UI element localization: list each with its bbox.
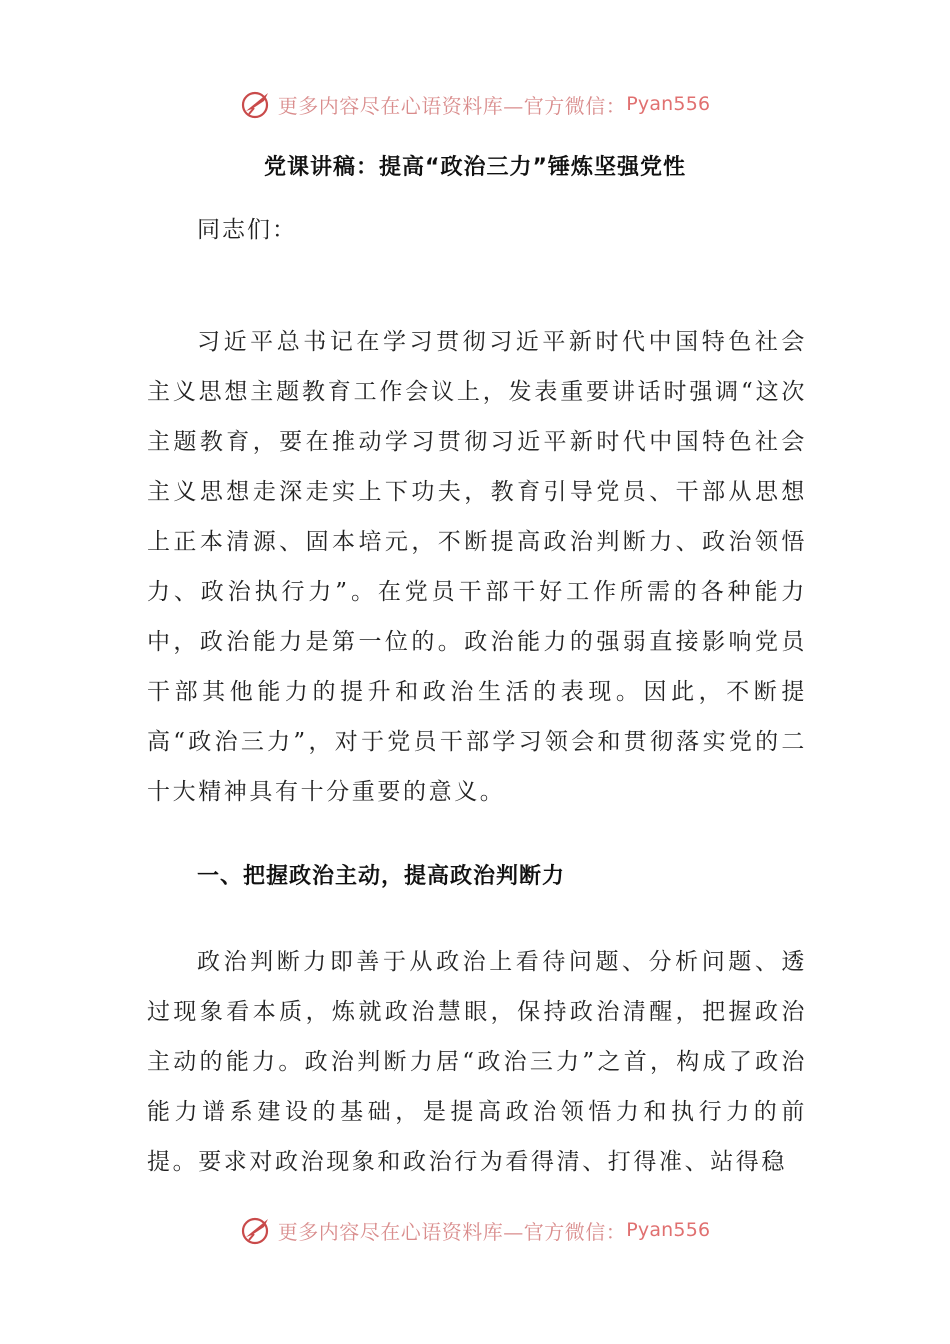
section-heading-1: 一、把握政治主动，提高政治判断力 <box>197 864 566 889</box>
watermark-banner-top <box>0 84 950 124</box>
paragraph-political-judgment: 政治判断力即善于从政治上看待问题、分析问题、透过现象看本质，炼就政治慧眼，保持政治清醒，把握政治主动的能力。政治判断力居“政治三力”之首，构成了政治能力谱系建设的基础，是提高政治领悟力和执行力的前提。要求对政治现象和政治行为看得清、打得准、站得稳 <box>147 949 807 1175</box>
salutation: 同志们： <box>197 217 297 243</box>
paragraph-intro: 习近平总书记在学习贯彻习近平新时代中国特色社会主义思想主题教育工作会议上，发表重要讲话时强调“这次主题教育，要在推动学习贯彻习近平新时代中国特色社会主义思想走深走实上下功夫，教育引导党员、干部从思想上正本清源、固本培元，不断提高政治判断力、政治领悟力、政治执行力”。在党员干部干好工作所需的各种能力中，政治能力是第一位的。政治能力的强弱直接影响党员干部其他能力的提升和政治生活的表现。因此，不断提高“政治三力”，对于党员干部学习领会和贯彻落实党的二十大精神具有十分重要的意义。 <box>147 329 807 805</box>
watermark-banner-bottom <box>0 1210 950 1250</box>
watermark-text: 更多内容尽在心语资料库—官方微信： <box>277 93 627 118</box>
document-title: 党课讲稿：提高“政治三力”锤炼坚强党性 <box>264 155 686 180</box>
watermark-wechat-id: Pyan556 <box>626 93 711 115</box>
quill-logo-icon <box>240 1213 274 1247</box>
watermark-text: 更多内容尽在心语资料库—官方微信： <box>277 1219 627 1244</box>
watermark-wechat-id: Pyan556 <box>626 1219 711 1241</box>
quill-logo-icon <box>240 87 274 121</box>
